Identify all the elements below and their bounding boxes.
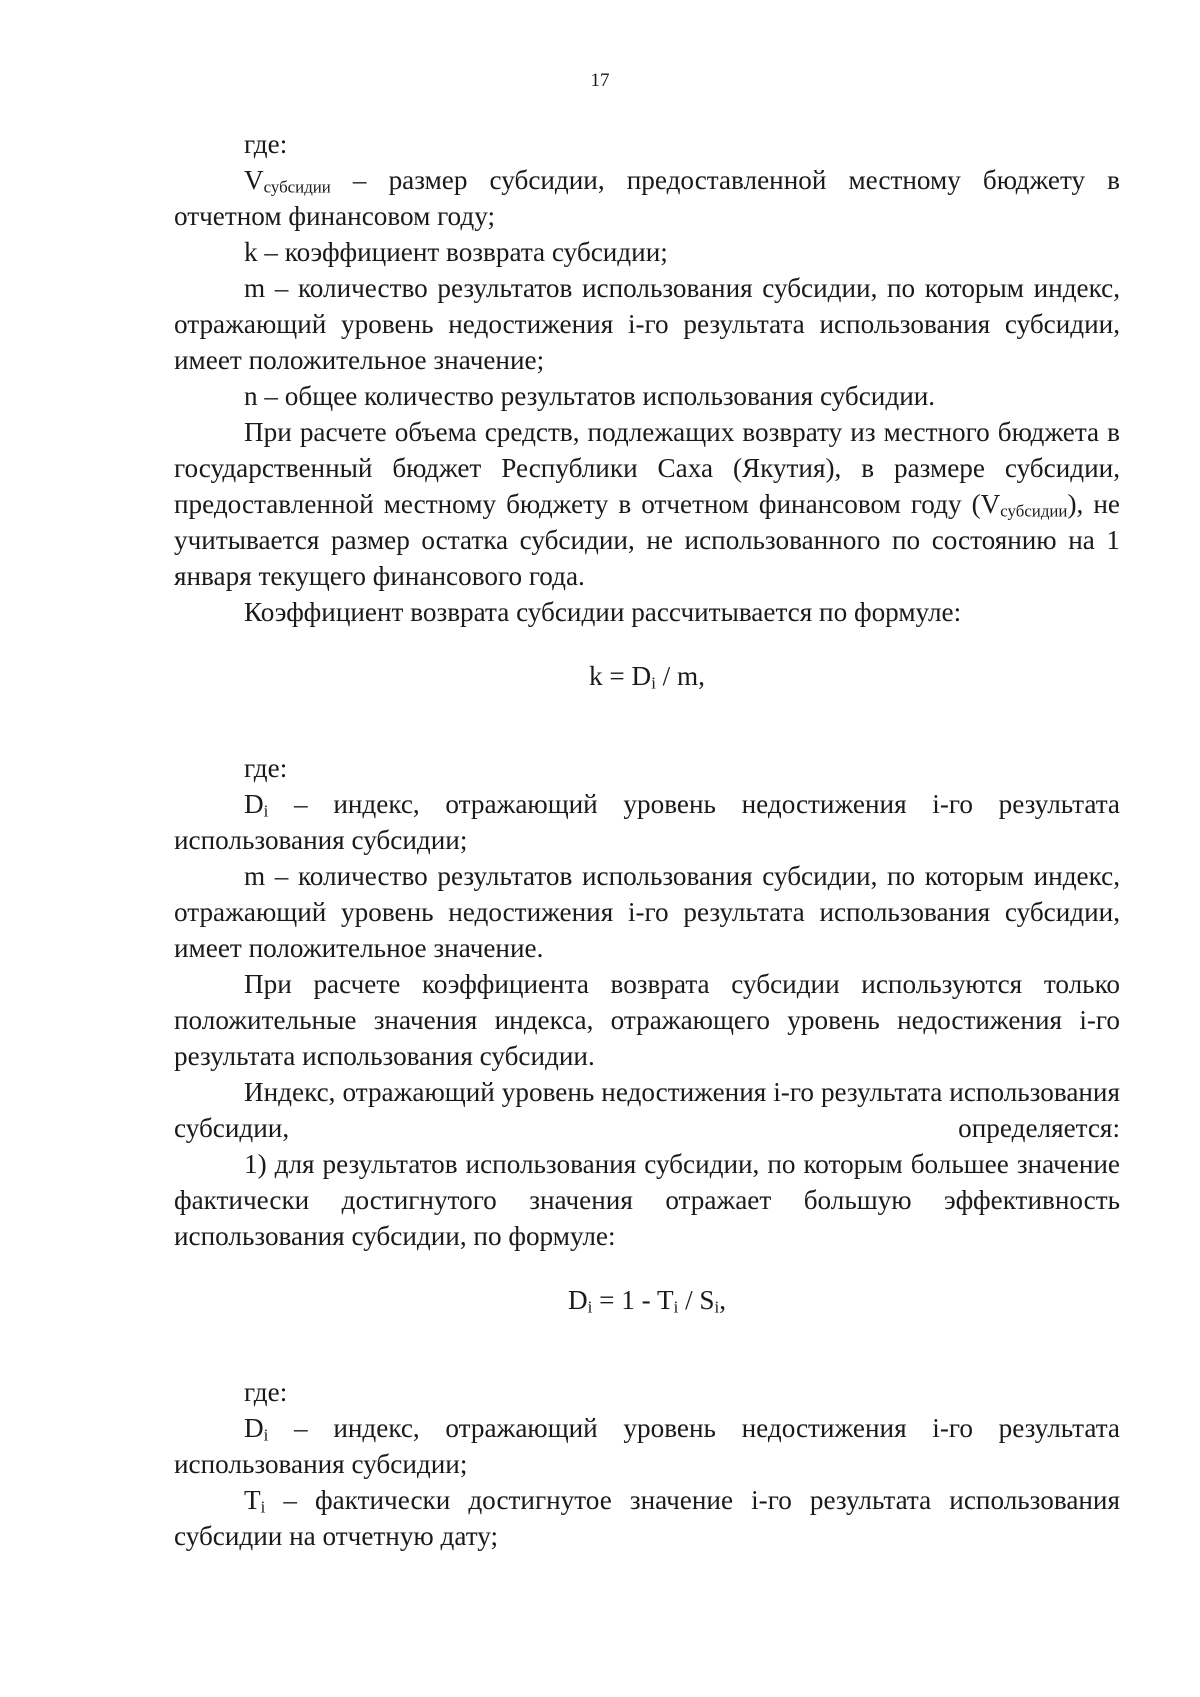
subscript-subsidy: субсидии (1000, 501, 1068, 521)
document-body (174, 126, 1120, 1554)
formula-part: / m, (655, 661, 705, 691)
formula-d-i (174, 1282, 1120, 1318)
subscript-i: i (263, 1425, 269, 1445)
definition-m: m – количество результатов использования субсидии, по которым индекс, отражающий уровень недостижения i-го результата использования субсидии, имеет положительное значение; (174, 273, 1120, 375)
list-item-1: 1) для результатов использования субсидии, по которым большее значение фактически достигнутого значения отражает большую эффективность использования субсидии, по формуле: (174, 1149, 1120, 1251)
formula-subscript: i (714, 1297, 720, 1317)
formula-part: k = D (589, 661, 652, 691)
formula-subscript: i (673, 1297, 679, 1317)
definition-k: k – коэффициент возврата субсидии; (244, 237, 668, 267)
definition-d-i (174, 1410, 1120, 1482)
definition-t-i (174, 1482, 1120, 1554)
formula-part: = 1 - T (592, 1285, 674, 1315)
paragraph-index-determined: Индекс, отражающий уровень недостижения i-го результата использования субсидии, определяется: (174, 1077, 1120, 1143)
formula-part: , (719, 1285, 727, 1315)
definition-text: – фактически достигнутое значение i-го результата использования субсидии на отчетную дату; (174, 1485, 1120, 1551)
symbol-d: D (244, 789, 264, 819)
definition-m: m – количество результатов использования субсидии, по которым индекс, отражающий уровень недостижения i-го результата использования субсидии, имеет положительное значение. (174, 861, 1120, 963)
definition-text: – индекс, отражающий уровень недостижения i-го результата использования субсидии; (174, 1413, 1120, 1479)
paragraph-text-b: ), не учитывается размер остатка субсидии, не использованного по состоянию на 1 января текущего финансового года. (174, 489, 1120, 591)
where-label: где: (244, 753, 288, 783)
formula-part: / S (678, 1285, 715, 1315)
subscript-subsidy: субсидии (263, 177, 331, 197)
definition-v-subsidy (174, 162, 1120, 234)
subscript-i: i (260, 1497, 266, 1517)
symbol-v: V (244, 165, 264, 195)
definition-d-i (174, 786, 1120, 858)
formula-subscript: i (587, 1297, 593, 1317)
definition-text: – индекс, отражающий уровень недостижения i-го результата использования субсидии; (174, 789, 1120, 855)
symbol-t: T (244, 1485, 261, 1515)
definition-text: – размер субсидии, предоставленной местному бюджету в отчетном финансовом году; (174, 165, 1120, 231)
paragraph-return-volume (174, 414, 1120, 594)
paragraph-text-a: При расчете объема средств, подлежащих возврату из местного бюджета в государственный бюджет Республики Саха (Якутия), в размере субсидии, предоставленной местному бюджету в отчетном финансовом году (V (174, 417, 1120, 519)
page-number: 17 (590, 70, 610, 91)
where-label: где: (244, 1377, 288, 1407)
formula-part: D (567, 1285, 588, 1315)
formula-subscript: i (651, 673, 656, 693)
subscript-i: i (263, 801, 269, 821)
paragraph-coefficient-intro: Коэффициент возврата субсидии рассчитывается по формуле: (244, 597, 962, 627)
definition-n: n – общее количество результатов использования субсидии. (244, 381, 936, 411)
symbol-d: D (244, 1413, 264, 1443)
formula-k (174, 658, 1120, 694)
paragraph-positive-values: При расчете коэффициента возврата субсидии используются только положительные значения индекса, отражающего уровень недостижения i-го результата использования субсидии. (174, 969, 1120, 1071)
where-label: где: (244, 129, 288, 159)
